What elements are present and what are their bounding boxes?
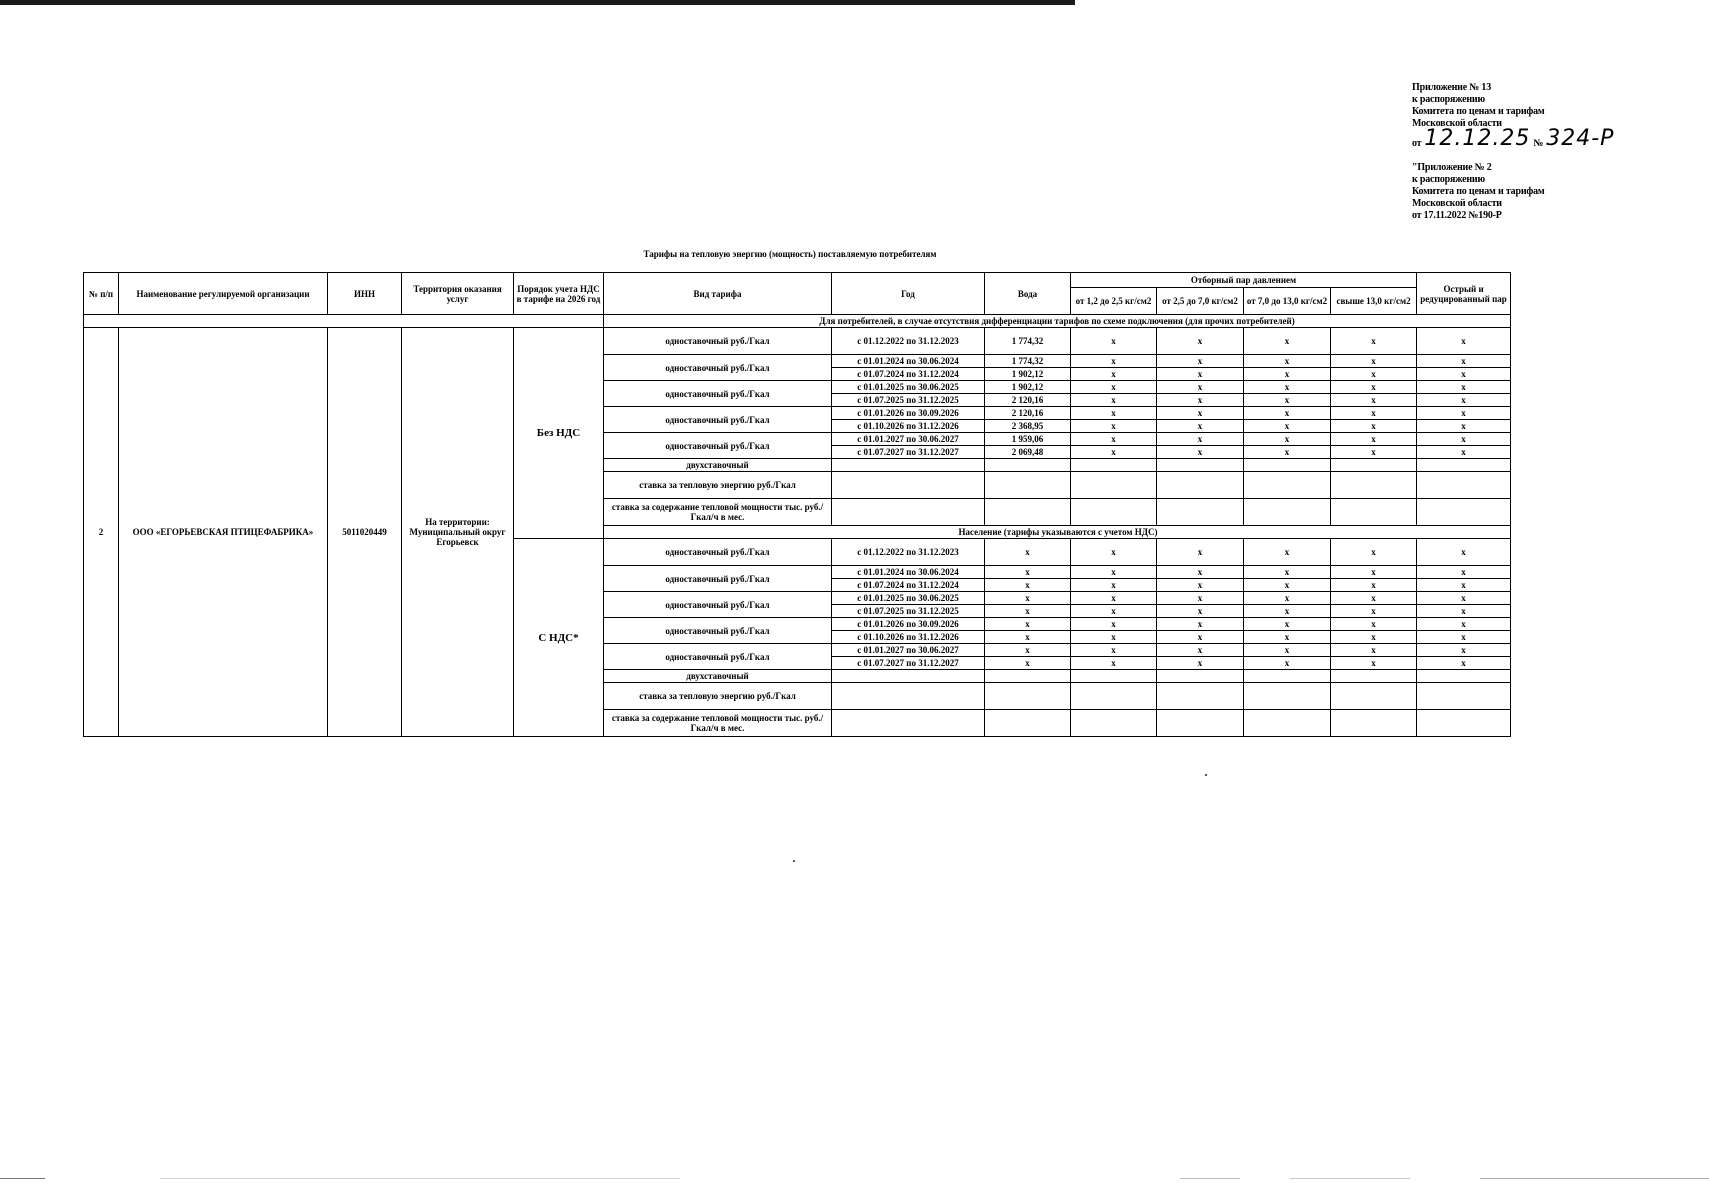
na-mark: x — [1417, 381, 1511, 394]
header-steam-2: от 2,5 до 7,0 кг/см2 — [1157, 288, 1244, 315]
na-mark: x — [1331, 631, 1417, 644]
na-mark: x — [1417, 446, 1511, 459]
na-mark: x — [1331, 644, 1417, 657]
scan-artifact-line — [160, 1178, 680, 1179]
na-mark: x — [1071, 631, 1157, 644]
na-mark: x — [1157, 328, 1244, 355]
tariff-table — [83, 272, 1511, 737]
appendix-line: Московской области — [1412, 118, 1502, 129]
period-cell: с 01.07.2027 по 31.12.2027 — [832, 446, 985, 459]
tariff-type-cell: двухставочный — [604, 459, 832, 472]
na-mark: x — [1244, 579, 1331, 592]
na-mark: x — [1071, 605, 1157, 618]
na-mark: x — [1331, 381, 1417, 394]
na-mark: x — [1071, 539, 1157, 566]
na-mark: x — [1157, 566, 1244, 579]
tariff-type-cell: одноставочный руб./Гкал — [604, 433, 832, 459]
na-mark: x — [1331, 433, 1417, 446]
tariff-type-cell: одноставочный руб./Гкал — [604, 644, 832, 670]
appendix-date-number-line — [1412, 128, 1672, 150]
original-appendix-line: от 17.11.2022 №190-Р — [1412, 210, 1502, 221]
na-mark: x — [1244, 618, 1331, 631]
na-mark: x — [1157, 355, 1244, 368]
header-num: № п/п — [84, 273, 119, 315]
water-value: 2 120,16 — [985, 407, 1071, 420]
section-other-label: Для потребителей, в случае отсутствия дифференциации тарифов по схеме подключения (для прочих потребителей) — [604, 315, 1511, 328]
water-value: 1 959,06 — [985, 433, 1071, 446]
tariff-type-cell: ставка за тепловую энергию руб./Гкал — [604, 472, 832, 499]
na-mark: x — [1331, 328, 1417, 355]
appendix-header — [1412, 82, 1672, 222]
water-value: 1 774,32 — [985, 328, 1071, 355]
na-mark: x — [1417, 420, 1511, 433]
scan-artifact-line — [1290, 1178, 1410, 1179]
period-cell: с 01.01.2025 по 30.06.2025 — [832, 592, 985, 605]
na-mark: x — [1071, 355, 1157, 368]
na-mark: x — [1071, 579, 1157, 592]
na-mark: x — [1417, 328, 1511, 355]
na-mark: x — [1071, 394, 1157, 407]
header-year: Год — [832, 273, 985, 315]
vat-without-label: Без НДС — [514, 328, 604, 539]
date-prefix: от — [1412, 138, 1422, 149]
na-mark: x — [985, 631, 1071, 644]
period-cell: с 01.12.2022 по 31.12.2023 — [832, 328, 985, 355]
header-steam-4: свыше 13,0 кг/см2 — [1331, 288, 1417, 315]
na-mark: x — [1157, 381, 1244, 394]
na-mark: x — [985, 644, 1071, 657]
na-mark: x — [1157, 592, 1244, 605]
na-mark: x — [1071, 407, 1157, 420]
na-mark: x — [1417, 355, 1511, 368]
na-mark: x — [1331, 420, 1417, 433]
na-mark: x — [1244, 446, 1331, 459]
original-appendix-line: Московской области — [1412, 198, 1502, 209]
na-mark: x — [1244, 355, 1331, 368]
na-mark: x — [1157, 433, 1244, 446]
tariff-type-cell: одноставочный руб./Гкал — [604, 407, 832, 433]
na-mark: x — [1071, 420, 1157, 433]
na-mark: x — [1157, 539, 1244, 566]
na-mark: x — [1417, 539, 1511, 566]
na-mark: x — [1244, 394, 1331, 407]
header-steam-3: от 7,0 до 13,0 кг/см2 — [1244, 288, 1331, 315]
period-cell: с 01.07.2025 по 31.12.2025 — [832, 605, 985, 618]
na-mark: x — [1157, 605, 1244, 618]
tariff-type-cell: одноставочный руб./Гкал — [604, 539, 832, 566]
na-mark: x — [1331, 566, 1417, 579]
na-mark: x — [1331, 368, 1417, 381]
section-population-label: Население (тарифы указываются с учетом НДС) — [604, 526, 1511, 539]
period-cell: с 01.01.2024 по 30.06.2024 — [832, 566, 985, 579]
org-name: ООО «ЕГОРЬЕВСКАЯ ПТИЦЕФАБРИКА» — [119, 328, 328, 737]
na-mark: x — [1244, 420, 1331, 433]
tariff-type-cell: одноставочный руб./Гкал — [604, 592, 832, 618]
header-inn: ИНН — [328, 273, 402, 315]
na-mark: x — [1157, 446, 1244, 459]
na-mark: x — [1157, 644, 1244, 657]
period-cell: с 01.07.2024 по 31.12.2024 — [832, 368, 985, 381]
na-mark: x — [1071, 381, 1157, 394]
period-cell: с 01.01.2025 по 30.06.2025 — [832, 381, 985, 394]
na-mark: x — [1417, 631, 1511, 644]
na-mark: x — [1331, 446, 1417, 459]
na-mark: x — [985, 592, 1071, 605]
na-mark: x — [1244, 566, 1331, 579]
tariff-type-cell: двухставочный — [604, 670, 832, 683]
na-mark: x — [1244, 631, 1331, 644]
na-mark: x — [1331, 539, 1417, 566]
period-cell: с 01.01.2027 по 30.06.2027 — [832, 433, 985, 446]
na-mark: x — [1417, 433, 1511, 446]
na-mark: x — [1417, 644, 1511, 657]
period-cell: с 01.10.2026 по 31.12.2026 — [832, 631, 985, 644]
na-mark: x — [1244, 539, 1331, 566]
header-sharp-steam: Острый и редуцированный пар — [1417, 273, 1511, 315]
na-mark: x — [985, 539, 1071, 566]
na-mark: x — [1071, 446, 1157, 459]
na-mark: x — [1417, 657, 1511, 670]
water-value: 1 774,32 — [985, 355, 1071, 368]
na-mark: x — [1071, 566, 1157, 579]
tariff-type-cell: одноставочный руб./Гкал — [604, 618, 832, 644]
header-vat-order: Порядок учета НДС в тарифе на 2026 год — [514, 273, 604, 315]
org-territory: На территории: Муниципальный округ Егорьевск — [402, 328, 514, 737]
tariff-type-cell: одноставочный руб./Гкал — [604, 328, 832, 355]
table-row — [84, 328, 1511, 355]
na-mark: x — [985, 579, 1071, 592]
na-mark: x — [1417, 407, 1511, 420]
tariff-type-cell: ставка за содержание тепловой мощности тыс. руб./Гкал/ч в мес. — [604, 499, 832, 526]
scan-edge-bar — [0, 0, 1075, 5]
number-prefix: № — [1533, 138, 1544, 149]
na-mark: x — [1157, 657, 1244, 670]
handwritten-date: 12.12.25 — [1424, 126, 1531, 151]
na-mark: x — [1157, 631, 1244, 644]
na-mark: x — [1244, 407, 1331, 420]
water-value: 1 902,12 — [985, 368, 1071, 381]
header-org-name: Наименование регулируемой организации — [119, 273, 328, 315]
original-appendix-line: Комитета по ценам и тарифам — [1412, 186, 1545, 197]
period-cell: с 01.07.2024 по 31.12.2024 — [832, 579, 985, 592]
header-steam-1: от 1,2 до 2,5 кг/см2 — [1071, 288, 1157, 315]
scan-artifact-line — [1180, 1178, 1240, 1179]
na-mark: x — [1244, 368, 1331, 381]
org-inn: 5011020449 — [328, 328, 402, 737]
table-title: Тарифы на тепловую энергию (мощность) поставляемую потребителям — [643, 249, 937, 259]
org-num: 2 — [84, 328, 119, 737]
water-value: 2 120,16 — [985, 394, 1071, 407]
header-row — [84, 273, 1511, 288]
water-value: 2 368,95 — [985, 420, 1071, 433]
appendix-line: к распоряжению — [1412, 94, 1485, 105]
vat-with-label: С НДС* — [514, 539, 604, 737]
na-mark: x — [1331, 605, 1417, 618]
na-mark: x — [1417, 579, 1511, 592]
na-mark: x — [1244, 433, 1331, 446]
na-mark: x — [1157, 579, 1244, 592]
period-cell: с 01.01.2026 по 30.09.2026 — [832, 618, 985, 631]
na-mark: x — [1071, 644, 1157, 657]
period-cell: с 01.01.2024 по 30.06.2024 — [832, 355, 985, 368]
header-territory: Территория оказания услуг — [402, 273, 514, 315]
original-appendix-line: "Приложение № 2 — [1412, 162, 1492, 173]
na-mark: x — [985, 657, 1071, 670]
na-mark: x — [1071, 592, 1157, 605]
na-mark: x — [1071, 433, 1157, 446]
handwritten-number: 324-Р — [1546, 126, 1615, 151]
na-mark: x — [985, 566, 1071, 579]
original-appendix-line: к распоряжению — [1412, 174, 1485, 185]
header-water: Вода — [985, 273, 1071, 315]
na-mark: x — [1157, 368, 1244, 381]
na-mark: x — [985, 618, 1071, 631]
na-mark: x — [1331, 579, 1417, 592]
na-mark: x — [1417, 368, 1511, 381]
scan-speck — [1205, 774, 1207, 776]
na-mark: x — [1331, 657, 1417, 670]
appendix-line: Комитета по ценам и тарифам — [1412, 106, 1545, 117]
na-mark: x — [1417, 605, 1511, 618]
appendix-line: Приложение № 13 — [1412, 82, 1492, 93]
tariff-type-cell: ставка за содержание тепловой мощности тыс. руб./Гкал/ч в мес. — [604, 710, 832, 737]
period-cell: с 01.10.2026 по 31.12.2026 — [832, 420, 985, 433]
na-mark: x — [1417, 566, 1511, 579]
na-mark: x — [1331, 407, 1417, 420]
na-mark: x — [1244, 592, 1331, 605]
header-tariff-type: Вид тарифа — [604, 273, 832, 315]
na-mark: x — [1071, 618, 1157, 631]
na-mark: x — [1071, 657, 1157, 670]
tariff-type-cell: одноставочный руб./Гкал — [604, 566, 832, 592]
na-mark: x — [1244, 328, 1331, 355]
na-mark: x — [1331, 592, 1417, 605]
na-mark: x — [1417, 394, 1511, 407]
section-row-other — [84, 315, 1511, 328]
tariff-type-cell: одноставочный руб./Гкал — [604, 355, 832, 381]
scan-artifact-line — [0, 1178, 45, 1179]
na-mark: x — [1157, 420, 1244, 433]
header-steam-group: Отборный пар давлением — [1071, 273, 1417, 288]
scan-speck — [793, 860, 795, 862]
na-mark: x — [1157, 618, 1244, 631]
na-mark: x — [1417, 618, 1511, 631]
water-value: 2 069,48 — [985, 446, 1071, 459]
na-mark: x — [1417, 592, 1511, 605]
period-cell: с 01.07.2027 по 31.12.2027 — [832, 657, 985, 670]
na-mark: x — [1244, 644, 1331, 657]
na-mark: x — [1331, 618, 1417, 631]
scan-artifact-line — [1480, 1178, 1709, 1179]
na-mark: x — [1071, 368, 1157, 381]
na-mark: x — [985, 605, 1071, 618]
period-cell: с 01.12.2022 по 31.12.2023 — [832, 539, 985, 566]
tariff-type-cell: одноставочный руб./Гкал — [604, 381, 832, 407]
period-cell: с 01.07.2025 по 31.12.2025 — [832, 394, 985, 407]
na-mark: x — [1244, 381, 1331, 394]
tariff-type-cell: ставка за тепловую энергию руб./Гкал — [604, 683, 832, 710]
water-value: 1 902,12 — [985, 381, 1071, 394]
na-mark: x — [1331, 394, 1417, 407]
na-mark: x — [1157, 394, 1244, 407]
na-mark: x — [1244, 657, 1331, 670]
na-mark: x — [1071, 328, 1157, 355]
period-cell: с 01.01.2027 по 30.06.2027 — [832, 644, 985, 657]
period-cell: с 01.01.2026 по 30.09.2026 — [832, 407, 985, 420]
na-mark: x — [1244, 605, 1331, 618]
na-mark: x — [1331, 355, 1417, 368]
na-mark: x — [1157, 407, 1244, 420]
